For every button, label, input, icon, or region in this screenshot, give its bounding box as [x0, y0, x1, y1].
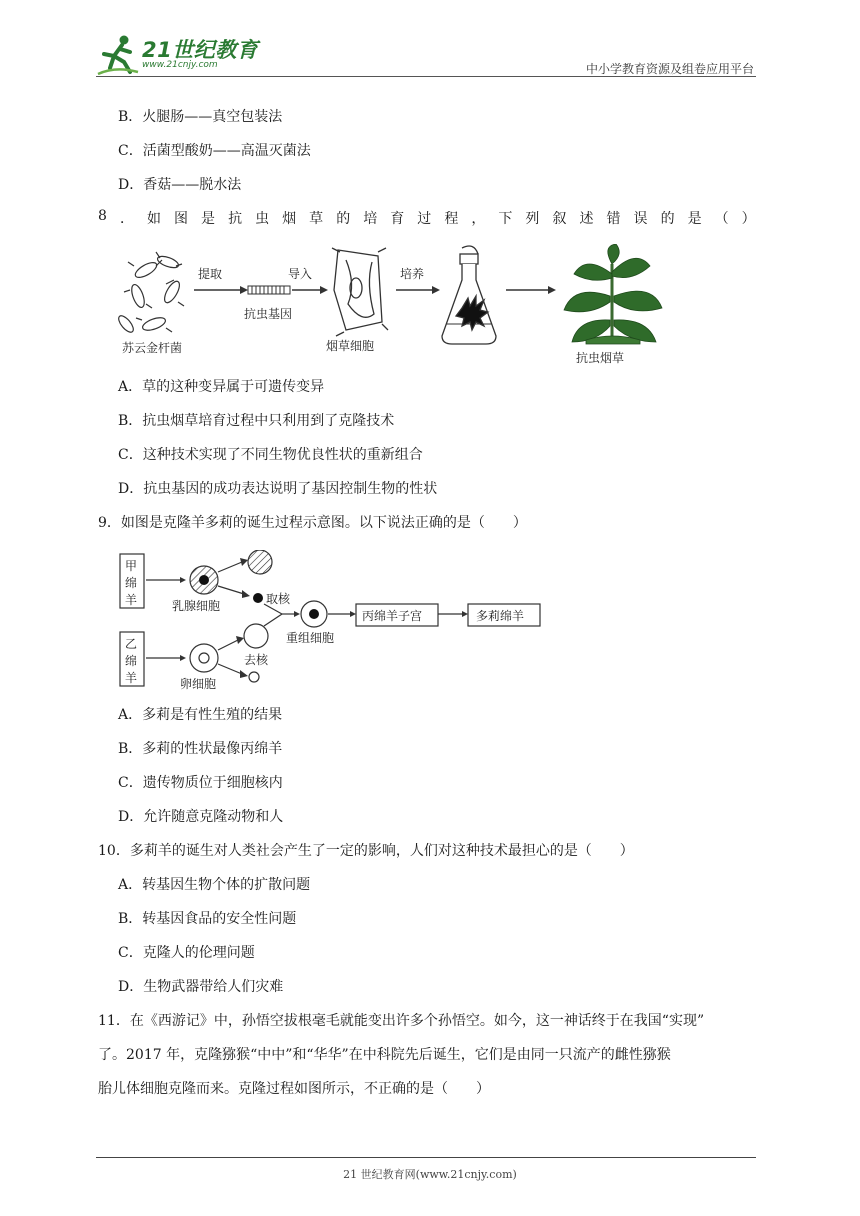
sheep-b-char-1: 乙	[125, 637, 138, 651]
label-plant: 抗虫烟草	[576, 351, 625, 365]
q8-option-a: A．草的这种变异属于可遗传变异	[118, 379, 325, 395]
q8-stem-char: 错	[606, 211, 621, 227]
nucleus	[253, 593, 263, 603]
q9-option-d: D．允许随意克隆动物和人	[118, 809, 284, 825]
sheep-a-char-2: 绵	[125, 576, 138, 590]
q8-stem-char: 育	[390, 211, 405, 227]
tobacco-plant	[564, 244, 662, 344]
q8-stem-char: 抗	[228, 211, 243, 227]
q8-stem-char: 草	[309, 211, 324, 227]
sheep-b-char-2: 绵	[125, 654, 138, 668]
footer-link[interactable]: 21 世纪教育网(www.21cnjy.com)	[343, 1168, 517, 1181]
logo-url: www.21cnjy.com	[142, 60, 218, 70]
q8-stem-char: （	[714, 211, 729, 227]
q8-stem-char: 虫	[255, 211, 270, 227]
q9-option-a: A．多莉是有性生殖的结果	[118, 707, 283, 723]
q10-option-d: D．生物武器带给人们灾难	[118, 979, 284, 995]
q7-option-d: D．香菇——脱水法	[118, 177, 242, 193]
label-take-nucleus: 取核	[266, 592, 291, 606]
q8-option-d: D．抗虫基因的成功表达说明了基因控制生物的性状	[118, 481, 438, 497]
q8-stem-char: 叙	[552, 211, 567, 227]
tobacco-cell	[332, 248, 388, 336]
q8-stem-char: 如	[146, 211, 161, 227]
q10-option-c: C．克隆人的伦理问题	[118, 945, 255, 961]
q8-option-b: B．抗虫烟草培育过程中只利用到了克隆技术	[118, 413, 395, 429]
q8-stem-char: 图	[174, 211, 189, 227]
q8-stem-char: 的	[336, 211, 351, 227]
logo-text: 21世纪教育	[142, 38, 259, 62]
q8-stem-char: 烟	[282, 211, 297, 227]
label-gene: 抗虫基因	[244, 307, 293, 321]
q8-stem-char: 是	[687, 211, 702, 227]
page-header	[96, 28, 756, 78]
q9-option-b: B．多莉的性状最像丙绵羊	[118, 741, 283, 757]
q8-stem-char: 下	[498, 211, 513, 227]
site-logo[interactable]	[96, 32, 266, 76]
q10-option-a: A．转基因生物个体的扩散问题	[118, 877, 311, 893]
q10-option-b: B．转基因食品的安全性问题	[118, 911, 297, 927]
label-mammary: 乳腺细胞	[172, 599, 221, 613]
sheep-b-char-3: 羊	[125, 671, 138, 685]
label-dolly: 多莉绵羊	[476, 609, 525, 623]
q8-stem	[98, 208, 756, 228]
q8-figure	[116, 244, 676, 368]
q9-stem: 9．如图是克隆羊多莉的诞生过程示意图。以下说法正确的是（ ）	[98, 515, 527, 531]
culture-flask	[442, 246, 496, 344]
header-divider	[96, 76, 756, 77]
sheep-a-char-1: 甲	[125, 559, 138, 573]
q8-stem-char: 误	[633, 211, 648, 227]
q8-stem-char: 培	[363, 211, 378, 227]
footer-divider	[96, 1157, 756, 1158]
q8-stem-char: 过	[417, 211, 432, 227]
label-bacteria: 苏云金杆菌	[122, 341, 183, 355]
label-cell: 烟草细胞	[326, 339, 375, 353]
q10-stem: 10．多莉羊的诞生对人类社会产生了一定的影响，人们对这种技术最担心的是（ ）	[98, 843, 634, 859]
q8-stem-char: ）	[741, 211, 756, 227]
q8-stem-char: 的	[660, 211, 675, 227]
enucleated-egg	[244, 624, 268, 648]
q8-stem-char: 列	[525, 211, 540, 227]
q8-option-c: C．这种技术实现了不同生物优良性状的重新组合	[118, 447, 423, 463]
platform-title: 中小学教育资源及组卷应用平台	[585, 62, 754, 76]
q8-stem-char: 是	[201, 211, 216, 227]
sheep-a-char-3: 羊	[125, 593, 138, 607]
label-remove-nucleus: 去核	[244, 653, 269, 667]
label-import: 导入	[288, 267, 313, 281]
q7-option-c: C．活菌型酸奶——高温灭菌法	[118, 143, 311, 159]
q11-line-3: 胎儿体细胞克隆而来。克隆过程如图所示，不正确的是（ ）	[98, 1081, 490, 1097]
q8-stem-char: ，	[471, 211, 486, 227]
q7-option-b: B．火腿肠——真空包装法	[118, 109, 283, 125]
runner-logo-icon	[96, 32, 142, 76]
bacteria-illustration	[116, 252, 184, 335]
label-egg: 卵细胞	[180, 677, 217, 691]
q8-stem-char: 8	[98, 208, 107, 224]
enucleated-mammary-cell	[248, 550, 272, 574]
label-recombined: 重组细胞	[286, 631, 335, 645]
q11-line-1: 11．在《西游记》中，孙悟空拔根毫毛就能变出许多个孙悟空。如今，这一神话终于在我国“实现”	[98, 1013, 705, 1029]
q11-line-2: 了。2017 年，克隆猕猴“中中”和“华华”在中科院先后诞生，它们是由同一只流产的雌性猕猴	[98, 1047, 671, 1063]
label-uterus: 丙绵羊子宫	[362, 609, 423, 623]
q9-option-c: C．遗传物质位于细胞核内	[118, 775, 283, 791]
gene-strip	[248, 286, 290, 294]
label-extract: 提取	[198, 267, 223, 281]
q8-stem-char: 程	[444, 211, 459, 227]
q8-stem-char: 述	[579, 211, 594, 227]
q8-stem-char: ．	[119, 211, 134, 227]
q9-figure	[116, 550, 546, 692]
label-culture: 培养	[400, 267, 425, 281]
